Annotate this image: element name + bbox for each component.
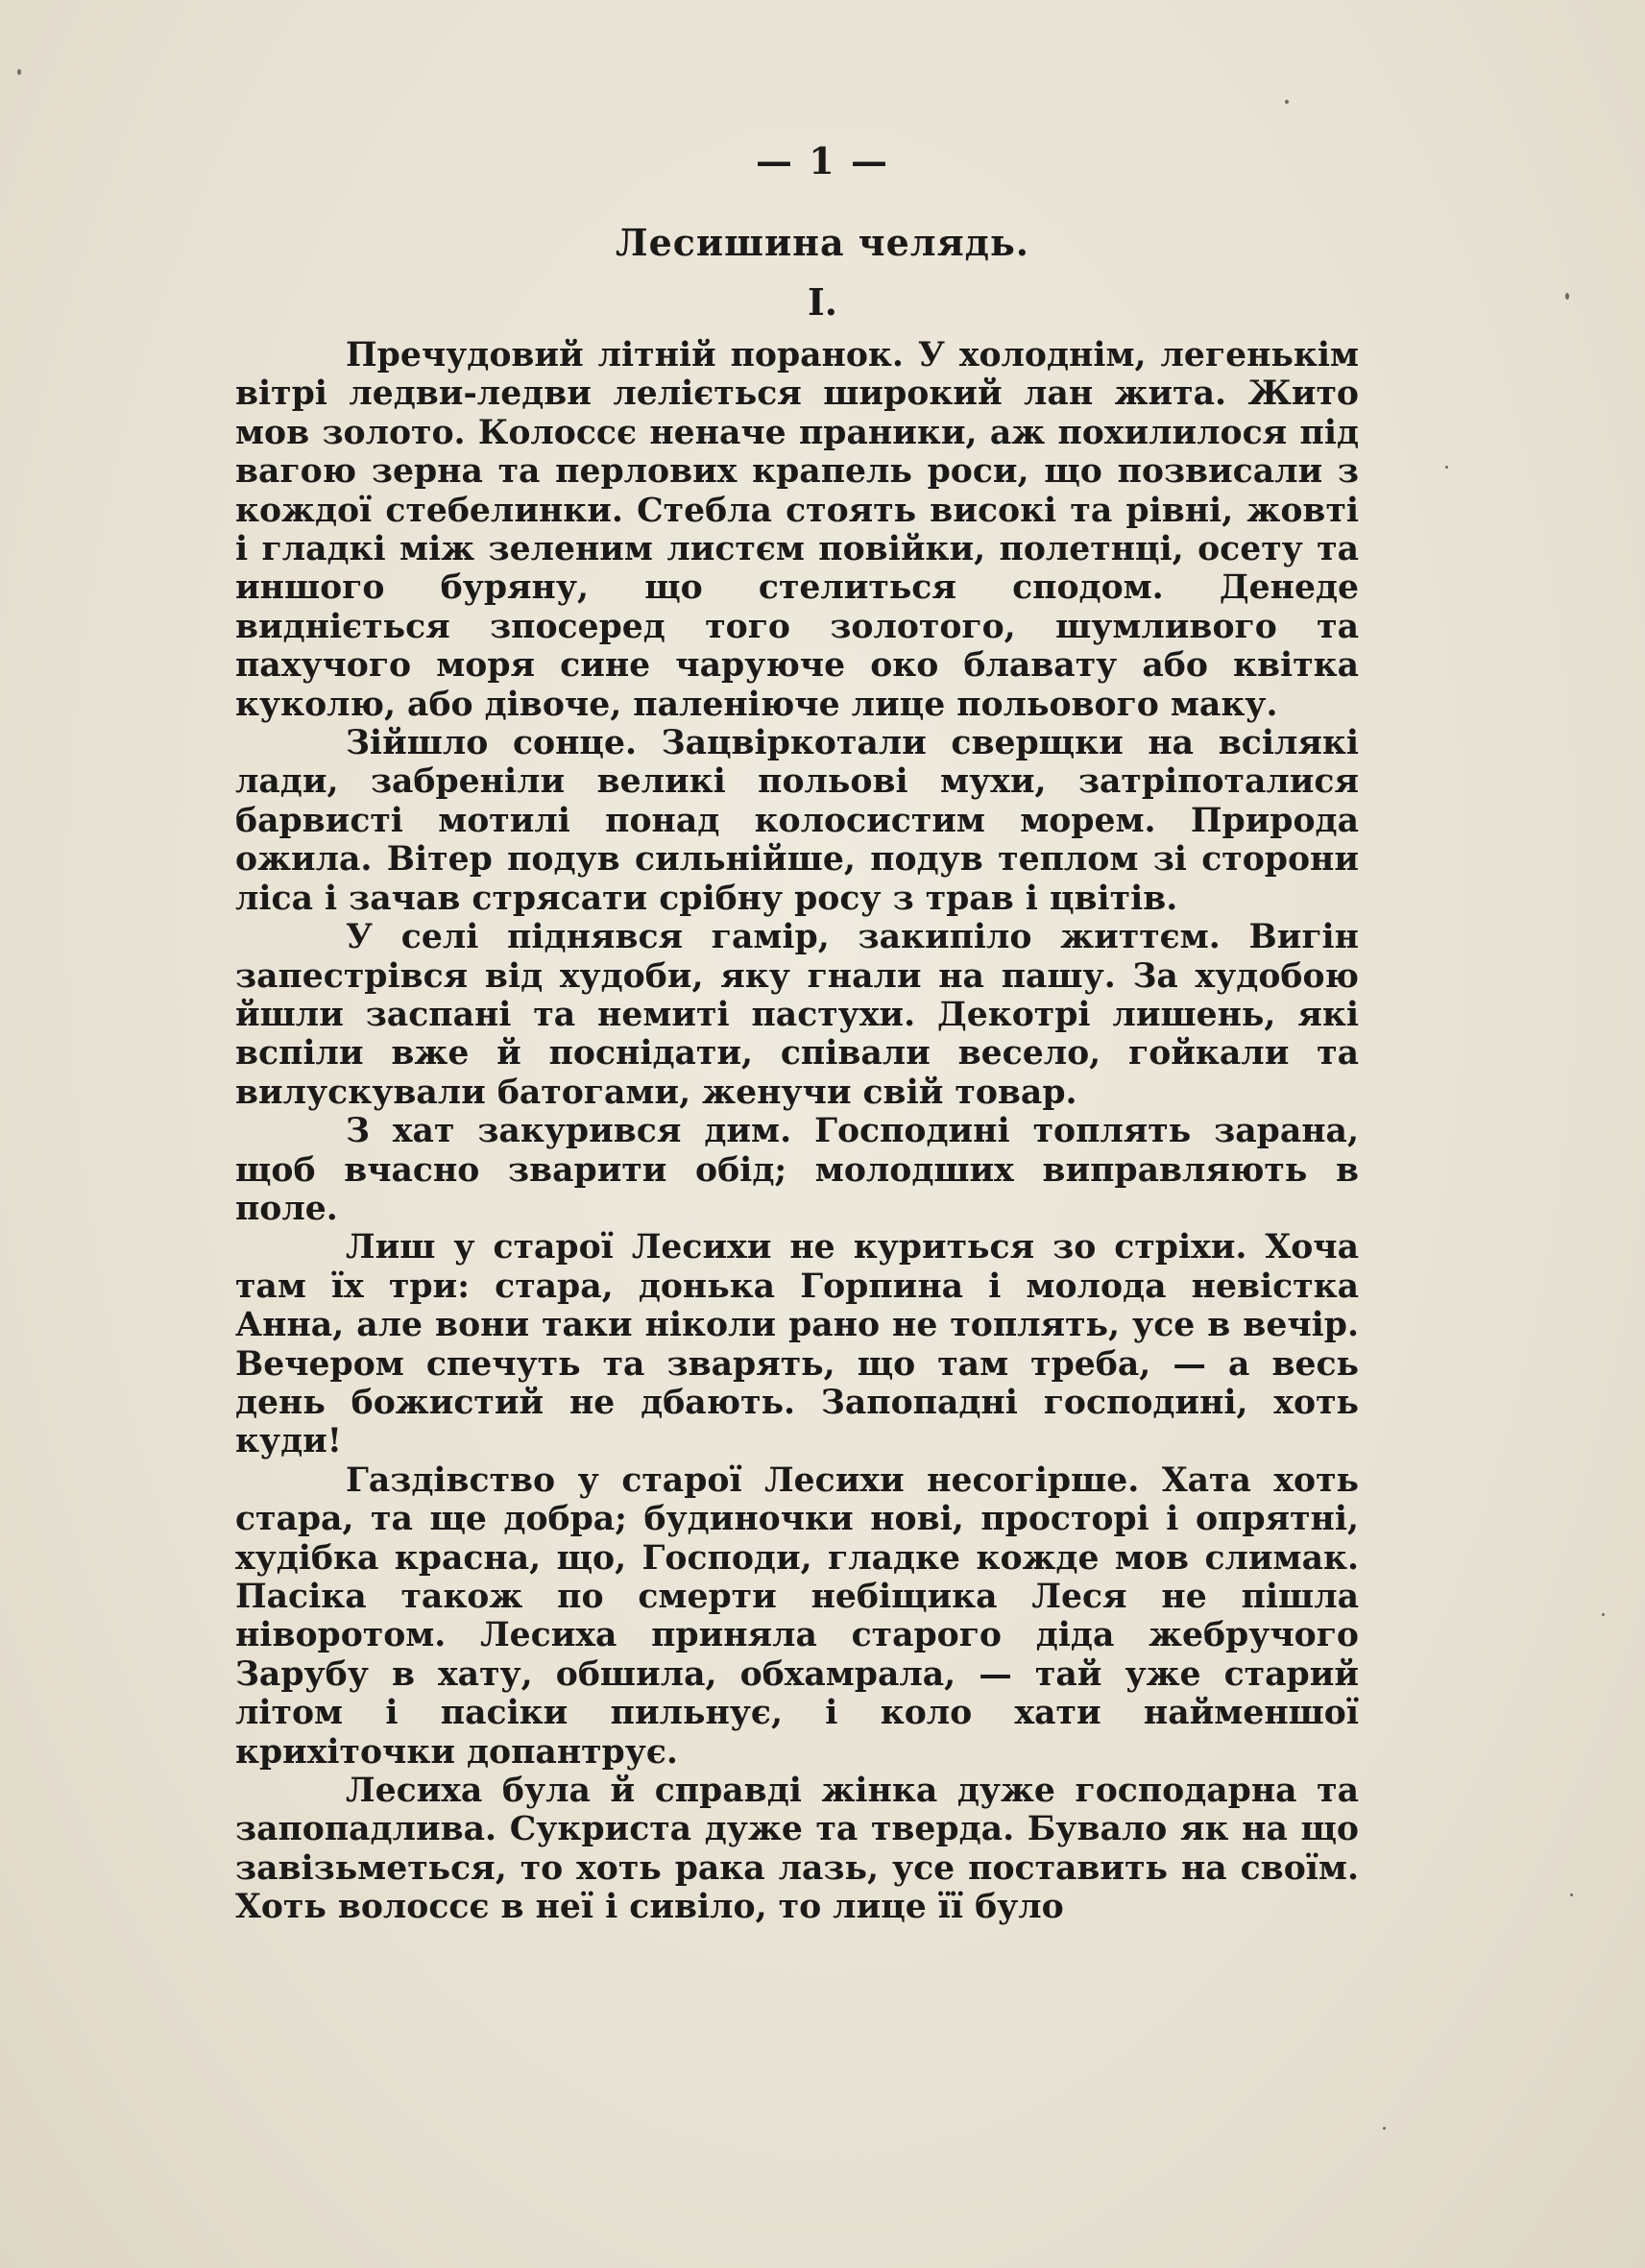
body-text (235, 336, 1359, 1927)
paragraph: Лиш у старої Лесихи не куриться зо стріхи. Хоча там їх три: стара, донька Горпина і молода невістка Анна, але вони таки ніколи рано не топлять, усе в вечір. Вечером спечуть та зварять, що там треба, — а весь день божистий не дбають. Запопадні господині, хоть куди! (235, 1228, 1359, 1461)
paragraph: У селі піднявся гамір, закипіло життєм. Вигін запестрівся від худоби, яку гнали на пашу. За худобою йшли заспані та немиті пастухи. Декотрі лишень, які вспіли вже й поснідати, співали весело, гойкали та вилускували батогами, женучи свій товар. (235, 918, 1359, 1112)
paragraph: З хат закурився дим. Господині топлять зарана, щоб вчасно зварити обід; молодших виправляють в поле. (235, 1112, 1359, 1228)
paper-speck (1602, 1613, 1605, 1616)
section-number: I. (807, 280, 837, 324)
chapter-title: Лесишина челядь. (616, 221, 1029, 264)
page-number: — 1 — (756, 139, 889, 182)
paper-speck (1445, 466, 1448, 469)
paragraph: Лесиха була й справді жінка дуже господарна та запопадлива. Сукриста дуже та тверда. Бувало як на що завізьметься, то хоть рака лазь, усе поставить на своїм. Хоть волоссє в неї і сивіло, то лице її було (235, 1772, 1359, 1927)
paragraph: Пречудовий літній поранок. У холоднім, легенькім вітрі ледви-ледви леліється широкий лан жита. Жито мов золото. Колоссє неначе праники, аж похилилося під вагою зерна та перлових крапель роси, що позвисали з кождої стебелинки. Стебла стоять високі та рівні, жовті і гладкі між зеленим листєм повійки, полетнці, осету та иншого буряну, що стелиться сподом. Денеде видніється зпосеред того золотого, шумливого та пахучого моря сине чаруюче око блавату або квітка куколю, або дівоче, паленіюче лице польового маку. (235, 336, 1359, 724)
paper-speck (1285, 100, 1289, 104)
paragraph: Газдівство у старої Лесихи несогірше. Хата хоть стара, та ще добра; будиночки нові, просторі і опрятні, худібка красна, що, Господи, гладке кожде мов слимак. Пасіка також по смерти небіщика Леся не пішла ніворотом. Лесиха приняла старого діда жебручого Зарубу в хату, обшила, обхамрала, — тай уже старий літом і пасіки пильнує, і коло хати найменшої крихіточки допантрує. (235, 1460, 1359, 1772)
paper-speck (1383, 2127, 1386, 2130)
paper-speck (17, 69, 21, 75)
paragraph: Зійшло сонце. Зацвіркотали сверщки на всілякі лади, забреніли великі польові мухи, затріпоталися барвисті мотилі понад колосистим морем. Природа ожила. Вітер подув сильнійше, подув теплом зі сторони ліса і зачав стрясати срібну росу з трав і цвітів. (235, 724, 1359, 918)
paper-speck (1570, 1894, 1573, 1896)
